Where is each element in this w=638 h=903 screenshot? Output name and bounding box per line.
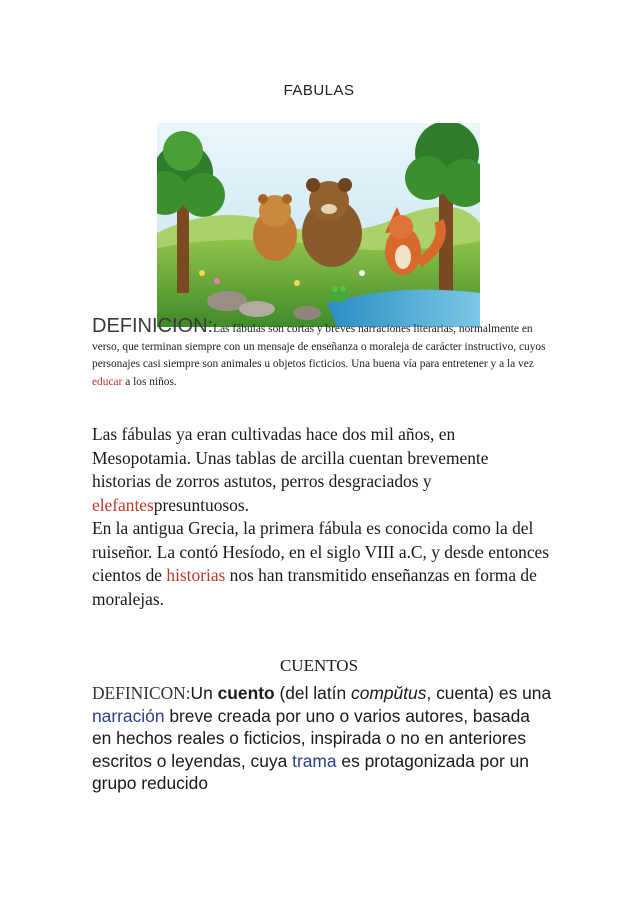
paragraph1-text-2: presuntuosos. <box>153 494 249 515</box>
link-elefantes[interactable]: elefantes <box>92 494 154 515</box>
paragraph2-text-1: En la antigua Grecia, la primera fábula es conocida como la del ruiseñor. La contó Hesíodo, en el siglo VIII a.C, y desde entonces cientos de <box>92 518 550 585</box>
link-historias[interactable]: historias <box>166 565 226 585</box>
cuentos-text-1: Un <box>190 683 218 703</box>
cuentos-definition <box>92 682 552 795</box>
paragraph2-text-2: nos han transmitido enseñanzas en forma de moralejas. <box>92 565 537 609</box>
definition-text-1: Las fábulas son cortas y breves narraciones literarias, normalmente en verso, que terminan siempre con un mensaje de enseñanza o moraleja de carácter instructivo, cuyos personajes casi siempre son animales u objetos ficticios. Una buena vía para entretener y a la vez <box>92 323 546 370</box>
cuento-bold: cuento <box>217 683 275 703</box>
cuentos-label: DEFINICON: <box>92 683 191 703</box>
cuentos-text-3: , cuenta) es una <box>426 683 552 703</box>
link-trama[interactable]: trama <box>292 750 337 771</box>
cuentos-heading: CUENTOS <box>279 656 359 675</box>
fabulas-definition <box>92 315 552 391</box>
cuentos-text-4: breve creada por uno o varios autores, basada en hechos reales o ficticios, inspirada o no en anteriores escritos o leyendas, cuya <box>92 705 530 771</box>
definition-label: DEFINICION: <box>92 315 214 337</box>
forest-animals-illustration <box>157 123 480 327</box>
paragraph-grecia <box>92 517 552 611</box>
cuentos-text-5: es protagonizada por un grupo reducido <box>92 750 529 793</box>
link-educar[interactable]: educar <box>92 375 123 388</box>
paragraph1-text-1: Las fábulas ya eran cultivadas hace dos mil años, en Mesopotamia. Unas tablas de arcilla cuentan brevemente historias de zorros astutos, perros desgraciados y <box>92 424 489 491</box>
page-title: FABULAS <box>283 82 355 99</box>
definition-text-2: a los niños. <box>122 375 177 388</box>
paragraph-mesopotamia <box>92 423 492 517</box>
link-narracion[interactable]: narración <box>92 705 165 726</box>
computus-italic: compŭtus <box>351 683 427 703</box>
cuentos-text-2: (del latín <box>274 683 351 703</box>
